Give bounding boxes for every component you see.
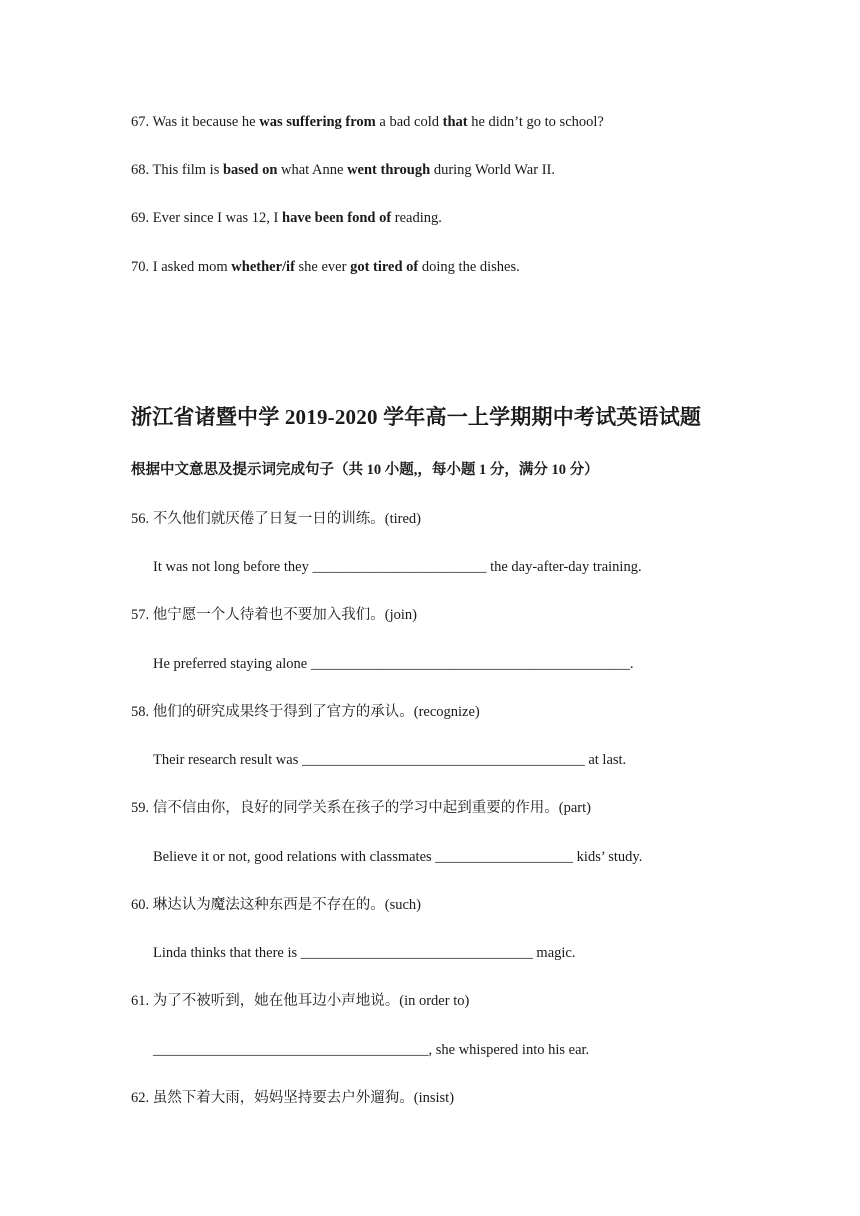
question-60-prompt: 60. 琳达认为魔法这种东西是不存在的。(such) (131, 897, 421, 913)
answer-text: reading. (391, 210, 442, 226)
question-62-prompt: 62. 虽然下着大雨，妈妈坚持要去户外遛狗。(insist) (131, 1090, 455, 1106)
question-58-sentence: Their research result was _______________________________________ at last. (153, 752, 627, 768)
answer-text: 67. Was it because he (131, 114, 260, 130)
question-61-sentence: ______________________________________, she whispered into his ear. (153, 1042, 590, 1058)
question-57-prompt: 57. 他宁愿一个人待着也不要加入我们。(join) (131, 607, 417, 623)
answer-line-68 (131, 161, 555, 179)
answer-key-phrase: got tired of (350, 259, 419, 275)
exam-title: 浙江省诸暨中学 2019-2020 学年高一上学期期中考试英语试题 (131, 405, 702, 429)
question-56-prompt: 56. 不久他们就厌倦了日复一日的训练。(tired) (131, 511, 421, 527)
answer-key-phrase: was suffering from (259, 114, 376, 130)
answer-key-phrase: went through (347, 162, 431, 178)
answer-key-phrase: based on (222, 162, 278, 178)
question-58-prompt: 58. 他们的研究成果终于得到了官方的承认。(recognize) (131, 704, 480, 720)
answer-text: a bad cold (375, 114, 443, 130)
answer-key-phrase: whether/if (231, 259, 295, 275)
answer-text: she ever (294, 259, 351, 275)
answer-key-phrase: have been fond of (282, 210, 392, 226)
answer-text: 70. I asked mom (131, 259, 232, 275)
question-56-sentence: It was not long before they ________________________ the day-after-day training. (153, 559, 642, 575)
answer-text: he didn’t go to school? (467, 114, 604, 130)
answer-text: 68. This film is (131, 162, 223, 178)
answer-line-69 (131, 209, 442, 227)
answer-text: during World War II. (430, 162, 555, 178)
question-61-prompt: 61. 为了不被听到，她在他耳边小声地说。(in order to) (131, 993, 470, 1009)
question-59-prompt: 59. 信不信由你，良好的同学关系在孩子的学习中起到重要的作用。(part) (131, 800, 591, 816)
question-60-sentence: Linda thinks that there is ________________________________ magic. (153, 945, 576, 961)
answer-text: what Anne (277, 162, 348, 178)
answer-line-70 (131, 258, 520, 276)
question-57-sentence: He preferred staying alone ____________________________________________. (153, 656, 634, 672)
section-instruction: 根据中文意思及提示词完成句子（共 10 小题,，每小题 1 分，满分 10 分） (131, 462, 599, 478)
question-59-sentence: Believe it or not, good relations with classmates ___________________ kids’ study. (153, 849, 643, 865)
answer-line-67 (131, 113, 604, 131)
answer-text: 69. Ever since I was 12, I (131, 210, 282, 226)
answer-text: doing the dishes. (418, 259, 520, 275)
answer-key-phrase: that (442, 114, 468, 130)
